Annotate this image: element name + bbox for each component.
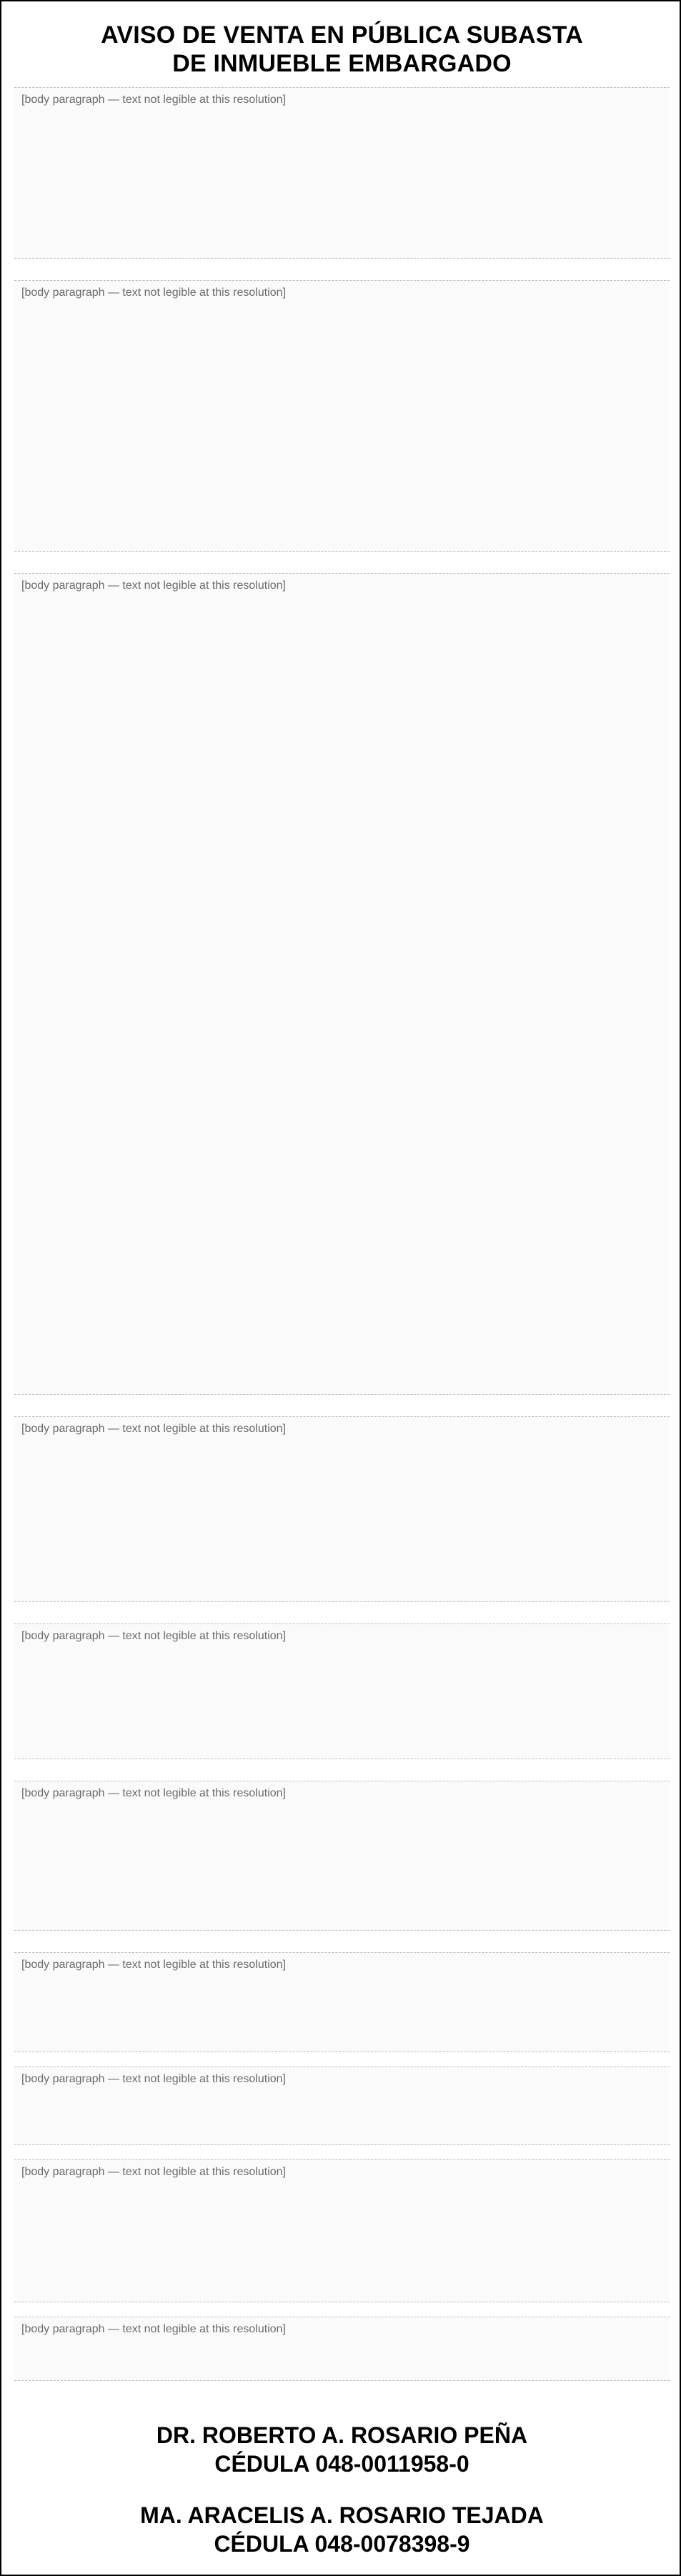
body-paragraph-placeholder: [body paragraph — text not legible at this resolution]	[21, 2073, 286, 2085]
body-paragraph-placeholder: [body paragraph — text not legible at this resolution]	[21, 2323, 286, 2335]
body-paragraph	[14, 1416, 670, 1602]
body-paragraph	[14, 87, 670, 259]
body-paragraph-placeholder: [body paragraph — text not legible at this resolution]	[21, 94, 286, 106]
body-paragraph	[14, 2317, 670, 2381]
body-paragraph	[14, 1781, 670, 1931]
signatory-id: CÉDULA 048-0078398-9	[214, 2531, 470, 2557]
body-paragraph	[14, 2159, 670, 2302]
body-paragraph	[14, 280, 670, 552]
body-paragraph-placeholder: [body paragraph — text not legible at this resolution]	[21, 1787, 286, 1799]
signatory-name: DR. ROBERTO A. ROSARIO PEÑA	[156, 2422, 528, 2448]
body-paragraph-placeholder: [body paragraph — text not legible at this resolution]	[21, 287, 286, 299]
body-paragraph-placeholder: [body paragraph — text not legible at this resolution]	[21, 580, 286, 592]
body-paragraph	[14, 573, 670, 1395]
body-paragraph-placeholder: [body paragraph — text not legible at this resolution]	[21, 2166, 286, 2178]
body-paragraph	[14, 2067, 670, 2145]
signatory-id: CÉDULA 048-0011958-0	[214, 2451, 469, 2477]
signatory-name: MA. ARACELIS A. ROSARIO TEJADA	[140, 2502, 544, 2528]
body-paragraph-placeholder: [body paragraph — text not legible at this resolution]	[21, 1423, 286, 1435]
body-paragraph	[14, 1623, 670, 1759]
body-paragraph	[14, 1952, 670, 2052]
body-paragraph-placeholder: [body paragraph — text not legible at this resolution]	[21, 1630, 286, 1642]
notice-subtitle: DE INMUEBLE EMBARGADO	[172, 50, 512, 77]
notice-title: AVISO DE VENTA EN PÚBLICA SUBASTA	[101, 21, 583, 49]
body-paragraph-placeholder: [body paragraph — text not legible at this resolution]	[21, 1959, 286, 1971]
